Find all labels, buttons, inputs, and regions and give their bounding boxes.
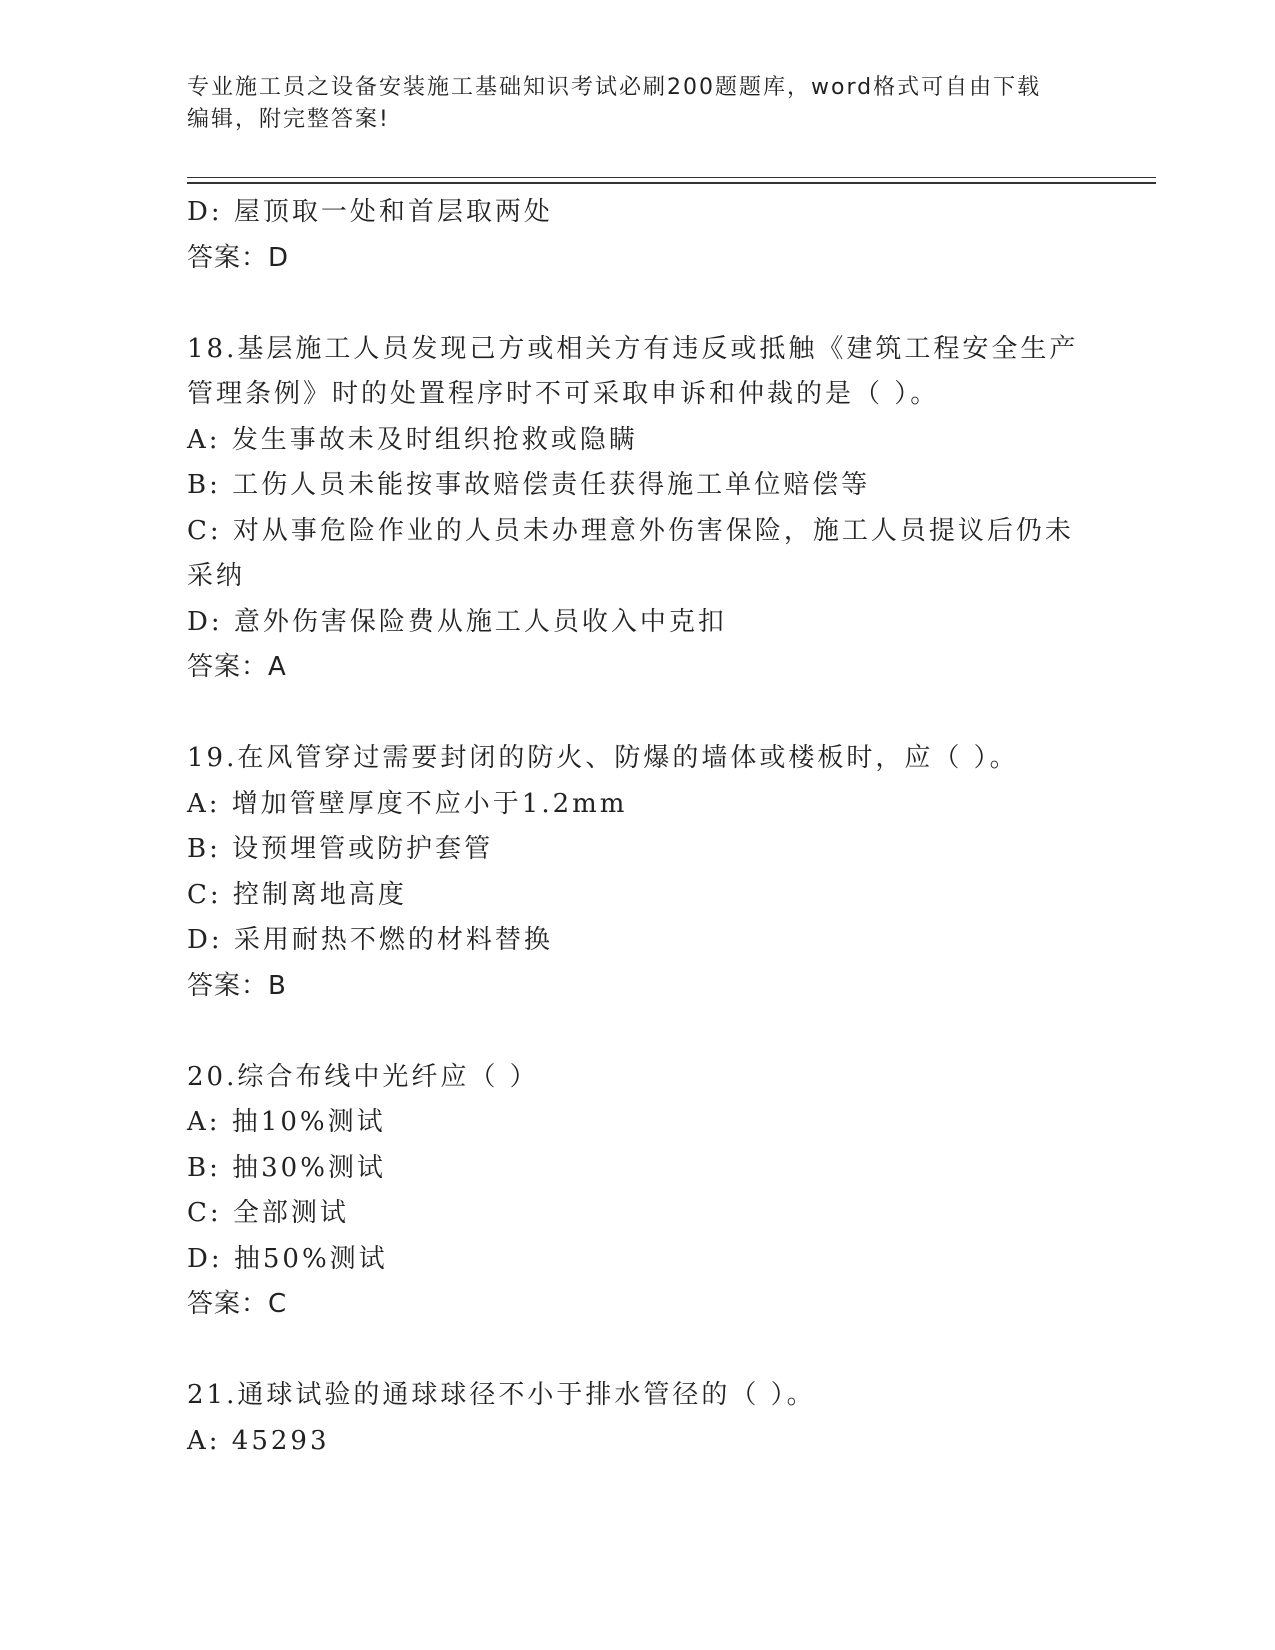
option-d: D: 采用耐热不燃的材料替换	[187, 925, 553, 955]
option-c: C: 全部测试	[187, 1198, 349, 1228]
spacer	[187, 691, 1087, 737]
spacer	[187, 1009, 1087, 1055]
option-b: B: 工伤人员未能按事故赔偿责任获得施工单位赔偿等	[187, 470, 871, 500]
option-c: C: 控制离地高度	[187, 879, 407, 910]
option-a: A: 增加管壁厚度不应小于1.2mm	[187, 788, 628, 819]
option-b: B: 抽30%测试	[187, 1152, 386, 1183]
answer: 答案：D	[187, 242, 290, 273]
option-d: D: 抽50%测试	[187, 1243, 388, 1274]
header-title-line2: 编辑，附完整答案!	[187, 107, 390, 132]
question-stem: 21.通球试验的通球球径不小于排水管径的（ ）。	[187, 1380, 816, 1410]
question-19	[187, 736, 1087, 1009]
option-c: C: 对从事危险作业的人员未办理意外伤害保险，施工人员提议后仍未	[187, 515, 1074, 546]
answer: 答案：B	[187, 970, 287, 1001]
option-d: D: 屋顶取一处和首层取两处	[187, 197, 553, 227]
question-21	[187, 1373, 1087, 1464]
question-stem: 20.综合布线中光纤应（ ）	[187, 1061, 539, 1092]
answer: 答案：C	[187, 1289, 288, 1319]
option-c-continued: 采纳	[187, 561, 246, 591]
question-18	[187, 327, 1087, 691]
option-a: A: 发生事故未及时组织抢救或隐瞒	[187, 424, 638, 455]
question-stem: 19.在风管穿过需要封闭的防火、防爆的墙体或楼板时，应（ ）。	[187, 743, 1019, 773]
question-20	[187, 1055, 1087, 1328]
question-17	[187, 190, 1087, 281]
question-list	[187, 190, 1087, 1464]
document-header	[187, 72, 1087, 136]
spacer	[187, 281, 1087, 327]
question-stem-continued: 管理条例》时的处置程序时不可采取申诉和仲裁的是（ ）。	[187, 379, 940, 409]
option-b: B: 设预埋管或防护套管	[187, 834, 494, 864]
option-a: A: 45293	[187, 1425, 330, 1456]
spacer	[187, 1328, 1087, 1374]
header-divider-thin	[187, 177, 1156, 178]
option-a: A: 抽10%测试	[187, 1107, 386, 1137]
header-divider-thick	[187, 182, 1156, 184]
answer: 答案：A	[187, 652, 287, 682]
option-d: D: 意外伤害保险费从施工人员收入中克扣	[187, 606, 727, 637]
header-title-line1: 专业施工员之设备安装施工基础知识考试必刷200题题库，word格式可自由下载	[187, 75, 1042, 100]
question-stem: 18.基层施工人员发现己方或相关方有违反或抵触《建筑工程安全生产	[187, 333, 1079, 364]
